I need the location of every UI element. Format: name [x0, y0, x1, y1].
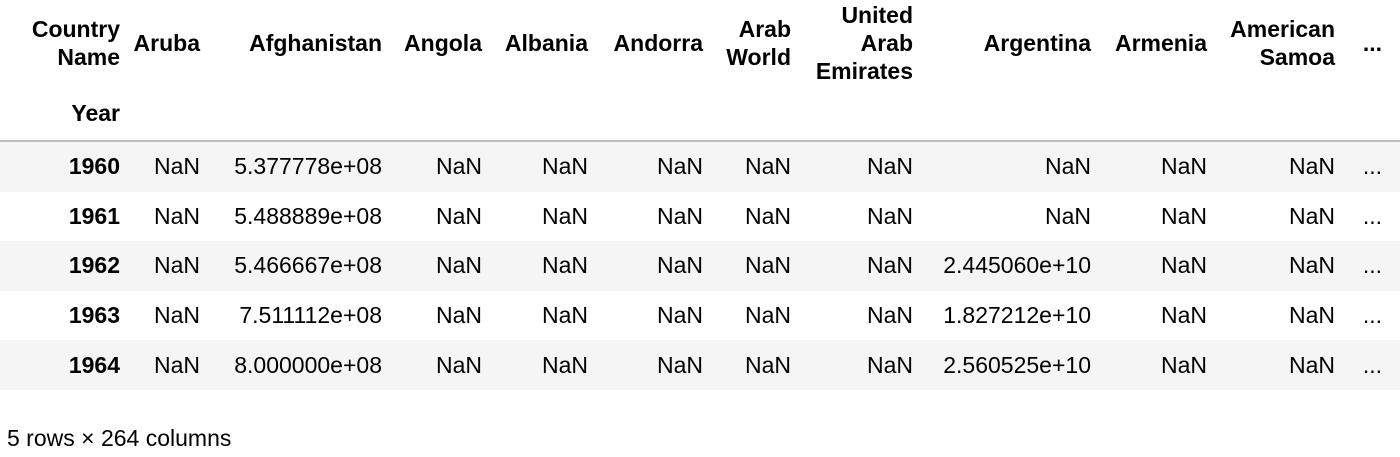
table-cell: 7.511112e+08 [239, 302, 382, 329]
table-cell: NaN [541, 302, 588, 329]
table-cell: NaN [744, 202, 791, 229]
table-cell: NaN [153, 252, 200, 279]
table-row [0, 291, 1400, 341]
table-cell: NaN [541, 351, 588, 378]
table-cell: NaN [866, 153, 913, 180]
row-index-year: 1964 [68, 351, 120, 378]
table-cell: NaN [656, 252, 703, 279]
table-cell: NaN [1044, 202, 1091, 229]
table-cell: NaN [435, 252, 482, 279]
table-cell: 5.488889e+08 [234, 202, 382, 229]
column-header-row [0, 0, 1400, 86]
column-header-ellipsis: ... [1362, 30, 1383, 56]
table-cell: NaN [435, 153, 482, 180]
column-header-armenia: Armenia [1114, 30, 1207, 56]
table-cell: ... [1362, 351, 1383, 378]
table-cell: ... [1362, 153, 1383, 180]
table-row [0, 192, 1400, 242]
table-body [0, 141, 1400, 390]
table-cell: NaN [744, 252, 791, 279]
table-cell: ... [1362, 302, 1383, 329]
index-name-line: Name [57, 44, 120, 70]
index-name-line: Country [31, 16, 120, 42]
column-header-albania: Albania [504, 30, 588, 56]
table-cell: 2.560525e+10 [943, 351, 1091, 378]
column-header-angola: Angola [404, 30, 482, 56]
table-cell: NaN [866, 252, 913, 279]
table-cell: 2.445060e+10 [943, 252, 1091, 279]
table-cell: NaN [1288, 153, 1335, 180]
table-cell: NaN [153, 153, 200, 180]
table-cell: NaN [1160, 302, 1207, 329]
table-cell: NaN [866, 302, 913, 329]
table-cell: NaN [656, 153, 703, 180]
table-cell: NaN [435, 302, 482, 329]
table-row [0, 241, 1400, 291]
table-cell: NaN [866, 351, 913, 378]
table-cell: NaN [153, 202, 200, 229]
column-header-aruba: Aruba [133, 30, 200, 56]
table-cell: ... [1362, 202, 1383, 229]
index-header-row [0, 86, 1400, 141]
column-header-afghanistan: Afghanistan [249, 30, 382, 56]
row-index-year: 1960 [68, 153, 120, 180]
table-summary: 5 rows × 264 columns [7, 425, 232, 451]
table-cell: NaN [1288, 302, 1335, 329]
table-cell: 5.466667e+08 [234, 252, 382, 279]
table-cell: NaN [1160, 252, 1207, 279]
table-cell: NaN [541, 252, 588, 279]
table-cell: NaN [1160, 351, 1207, 378]
table-cell: ... [1362, 252, 1383, 279]
table-cell: NaN [744, 153, 791, 180]
column-header-arab-world: Arab World [726, 16, 791, 70]
column-header-american-samoa: American Samoa [1230, 16, 1335, 70]
table-cell: NaN [1288, 202, 1335, 229]
table-cell: NaN [435, 202, 482, 229]
table-cell: NaN [744, 302, 791, 329]
table-cell: NaN [656, 202, 703, 229]
column-header-andorra: Andorra [613, 30, 703, 56]
table-cell: NaN [1288, 351, 1335, 378]
table-cell: NaN [153, 302, 200, 329]
table-cell: NaN [656, 302, 703, 329]
index-name-header [0, 0, 120, 86]
column-header-argentina: Argentina [983, 30, 1091, 56]
table-cell: NaN [656, 351, 703, 378]
table-cell: 8.000000e+08 [234, 351, 382, 378]
table-cell: NaN [866, 202, 913, 229]
table-cell: NaN [153, 351, 200, 378]
table-cell: NaN [1160, 202, 1207, 229]
table-cell: NaN [1288, 252, 1335, 279]
table-cell: NaN [541, 153, 588, 180]
row-index-year: 1961 [68, 202, 120, 229]
table-cell: 5.377778e+08 [234, 153, 382, 180]
table-cell: 1.827212e+10 [943, 302, 1091, 329]
table-row [0, 141, 1400, 192]
table-cell: NaN [541, 202, 588, 229]
table-row [0, 340, 1400, 390]
table-cell: NaN [1160, 153, 1207, 180]
table-cell: NaN [744, 351, 791, 378]
column-header-united-arab-emirates: United Arab Emirates [815, 2, 913, 84]
row-index-label: Year [71, 99, 120, 126]
row-index-year: 1962 [68, 252, 120, 279]
table-cell: NaN [1044, 153, 1091, 180]
row-index-year: 1963 [68, 302, 120, 329]
table-cell: NaN [435, 351, 482, 378]
